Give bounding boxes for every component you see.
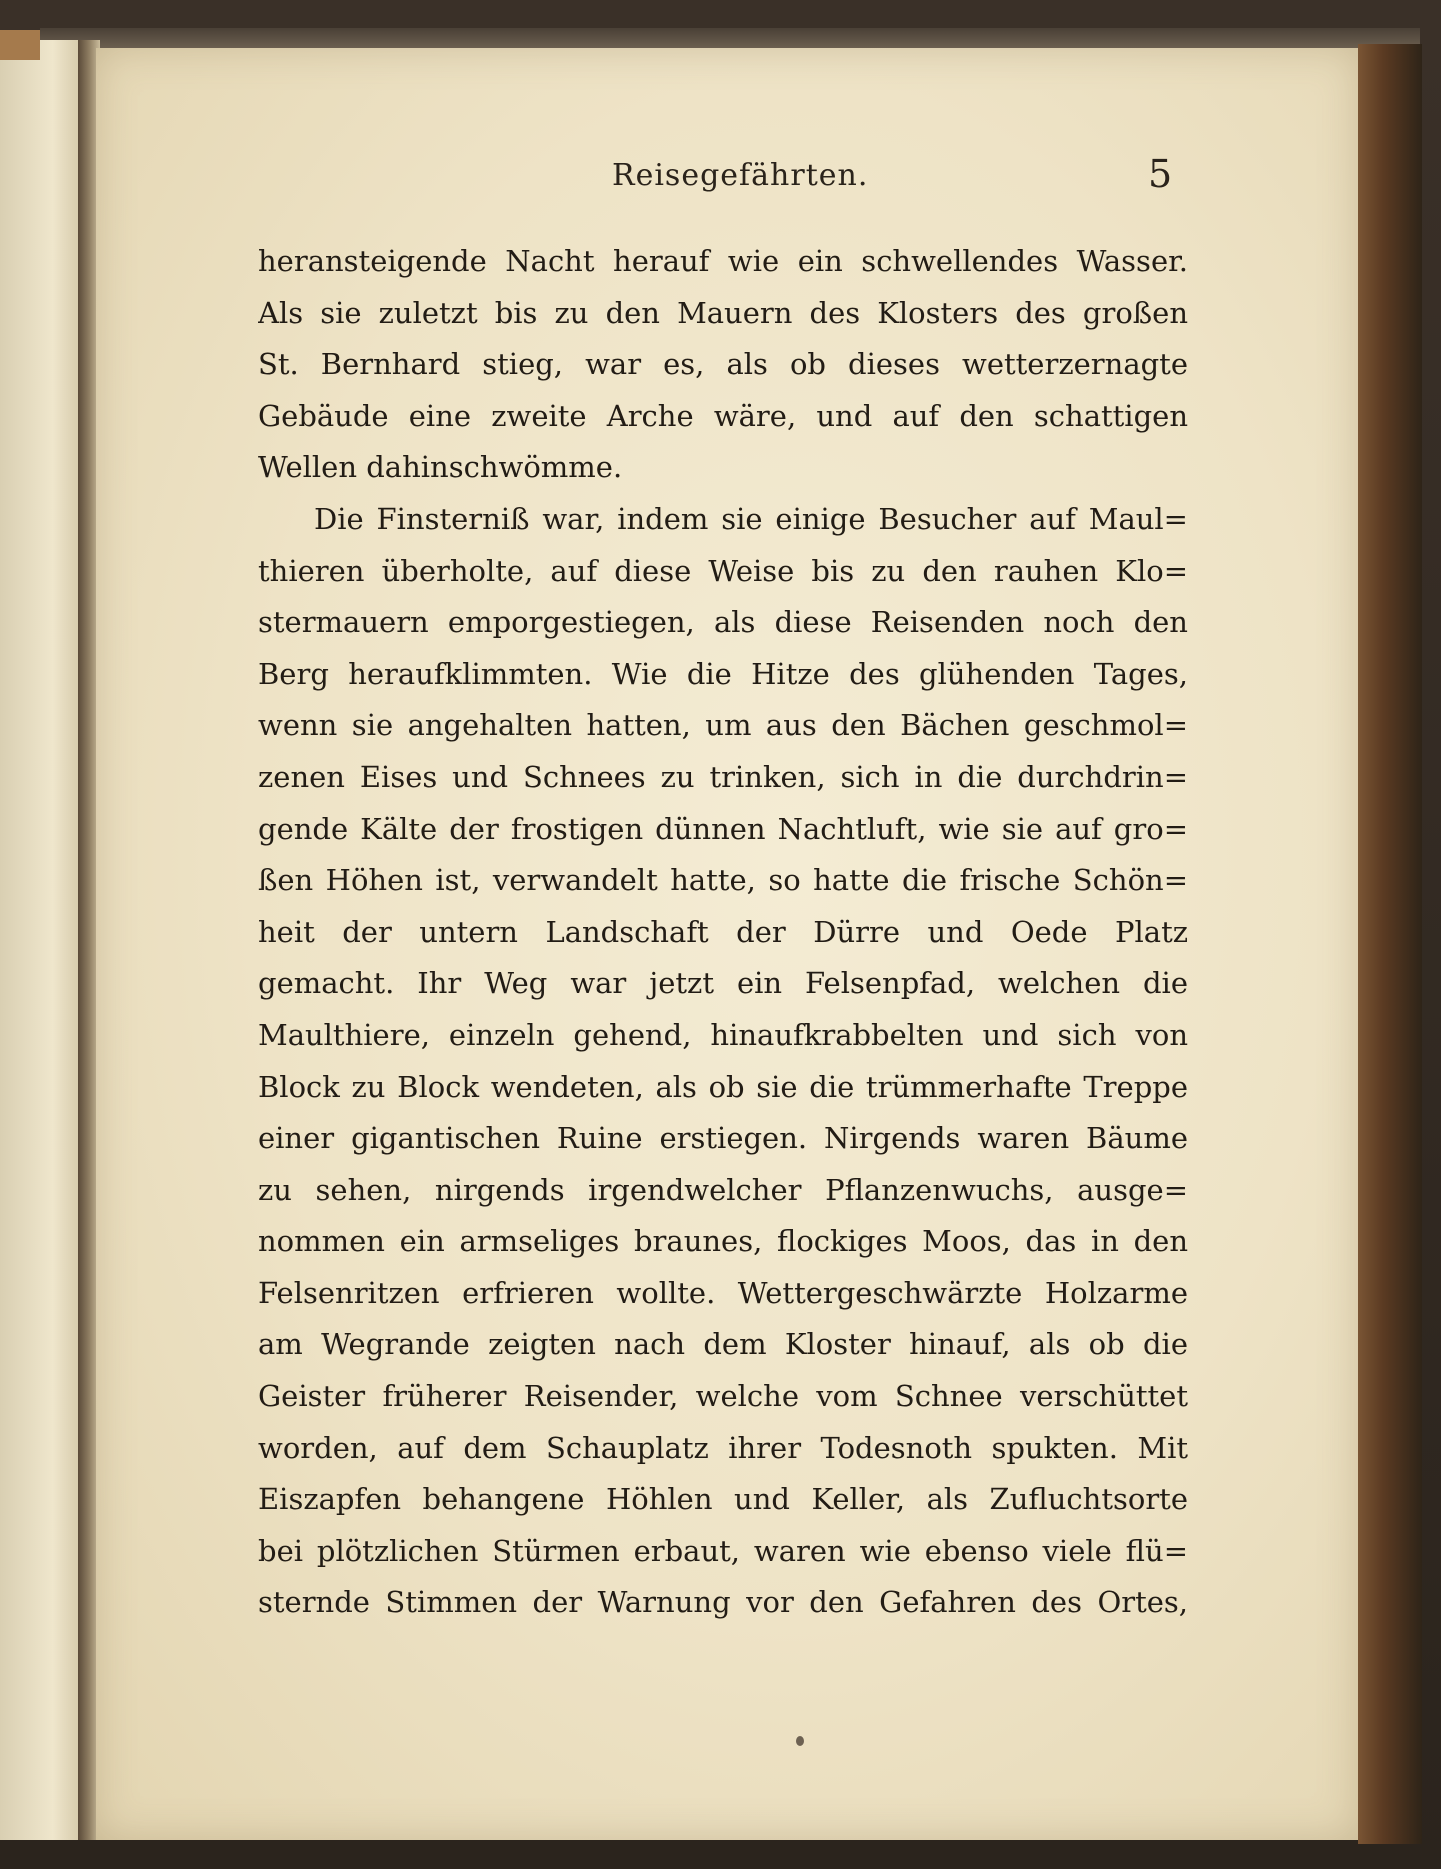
text-line: zenen Eises und Schnees zu trinken, sich in die durchdrin= <box>258 759 1188 794</box>
text-line: nommen ein armseliges braunes, flockiges Moos, das in den <box>258 1224 1188 1259</box>
text-line: gemacht. Ihr Weg war jetzt ein Felsenpfad, welchen die <box>258 966 1188 1001</box>
text-line: Block zu Block wendeten, als ob sie die trümmerhafte Treppe <box>258 1069 1188 1104</box>
text-line: Gebäude eine zweite Arche wäre, und auf den schattigen <box>258 398 1188 433</box>
text-line: am Wegrande zeigten nach dem Kloster hinauf, als ob die <box>258 1327 1188 1362</box>
text-line: Als sie zuletzt bis zu den Mauern des Klosters des großen <box>258 295 1188 330</box>
right-cover-edge <box>1358 44 1422 1844</box>
text-line: thieren überholte, auf diese Weise bis zu den rauhen Klo= <box>258 553 1188 588</box>
ink-smudge <box>796 1736 804 1746</box>
text-line: Berg heraufklimmten. Wie die Hitze des glühenden Tages, <box>258 656 1188 691</box>
text-line: Wellen dahinschwömme. <box>258 450 623 485</box>
text-line: bei plötzlichen Stürmen erbaut, waren wie ebenso viele flü= <box>258 1533 1188 1568</box>
text-line: Eiszapfen behangene Höhlen und Keller, als Zufluchtsorte <box>258 1482 1188 1517</box>
text-line: sternde Stimmen der Warnung vor den Gefahren des Ortes, <box>258 1585 1188 1620</box>
running-head: Reisegefährten. <box>612 158 869 193</box>
text-line: St. Bernhard stieg, war es, als ob dieses wetterzernagte <box>258 347 1188 382</box>
page-number: 5 <box>1148 152 1173 196</box>
text-line: ßen Höhen ist, verwandelt hatte, so hatte die frische Schön= <box>258 863 1188 898</box>
text-line: wenn sie angehalten hatten, um aus den Bächen geschmol= <box>258 708 1188 743</box>
text-line: Die Finsterniß war, indem sie einige Besucher auf Maul= <box>314 501 1188 536</box>
text-line: zu sehen, nirgends irgendwelcher Pflanzenwuchs, ausge= <box>258 1172 1188 1207</box>
text-line: stermauern emporgestiegen, als diese Reisenden noch den <box>258 605 1188 640</box>
text-line: einer gigantischen Ruine erstiegen. Nirgends waren Bäume <box>258 1121 1188 1156</box>
text-line: heransteigende Nacht herauf wie ein schwellendes Wasser. <box>258 244 1188 278</box>
book-top-edge <box>40 28 1420 50</box>
text-line: Maulthiere, einzeln gehend, hinaufkrabbelten und sich von <box>258 1017 1188 1052</box>
left-cover-corner <box>0 30 40 60</box>
text-line: gende Kälte der frostigen dünnen Nachtluft, wie sie auf gro= <box>258 811 1188 846</box>
body-text <box>258 236 1188 1629</box>
text-line: Geister früherer Reisender, welche vom Schnee verschüttet <box>258 1379 1188 1414</box>
text-line: worden, auf dem Schauplatz ihrer Todesnoth spukten. Mit <box>258 1430 1188 1465</box>
text-line: Felsenritzen erfrieren wollte. Wettergeschwärzte Holzarme <box>258 1275 1188 1310</box>
text-line: heit der untern Landschaft der Dürre und Oede Platz <box>258 914 1188 949</box>
